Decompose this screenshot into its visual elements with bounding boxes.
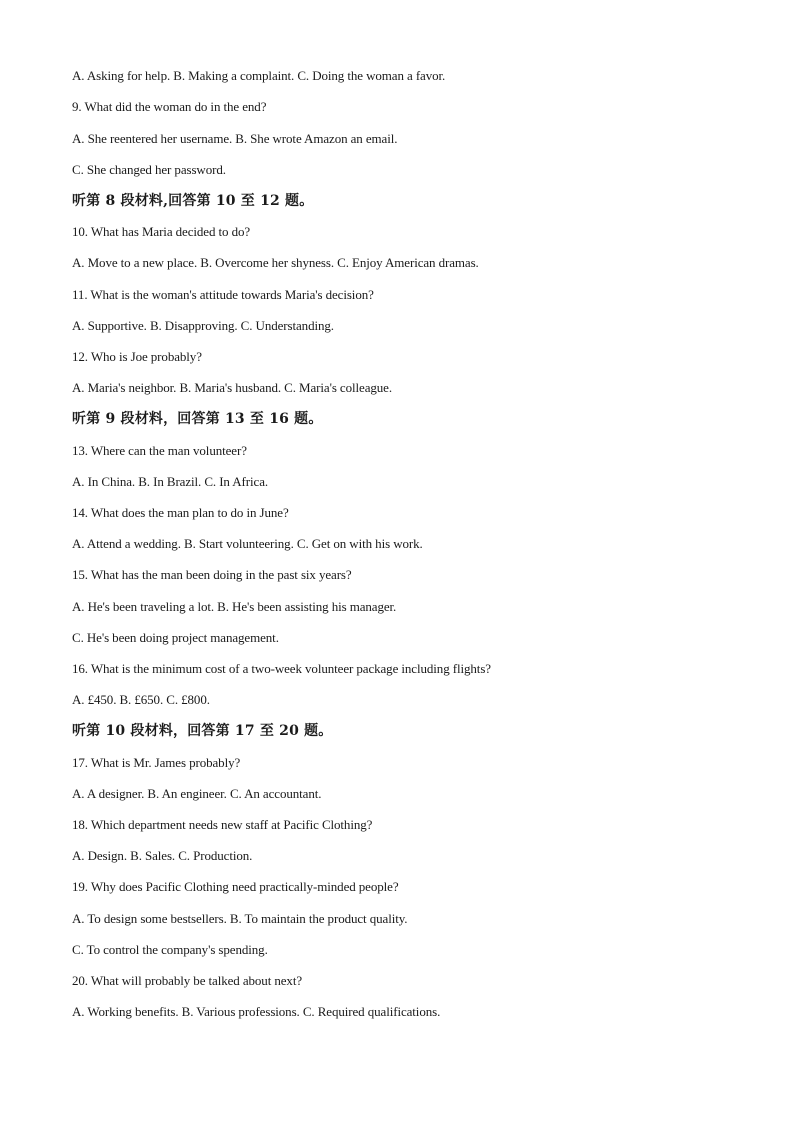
question-17: 17. What is Mr. James probably? [72,755,241,770]
question-15: 15. What has the man been doing in the past six years? [72,567,352,582]
answer-options-14: A. Attend a wedding. B. Start volunteering. C. Get on with his work. [72,536,423,551]
answer-options-15a: A. He's been traveling a lot. B. He's been assisting his manager. [72,599,397,614]
question-20: 20. What will probably be talked about next? [72,973,303,988]
answer-options-20: A. Working benefits. B. Various professions. C. Required qualifications. [72,1004,441,1019]
answer-options-10: A. Move to a new place. B. Overcome her shyness. C. Enjoy American dramas. [72,255,479,270]
section-heading-8: 听第 8 段材料,回答第 10 至 12 题。 [72,193,314,209]
answer-options-17: A. A designer. B. An engineer. C. An accountant. [72,786,322,801]
answer-options-8: A. Asking for help. B. Making a complaint. C. Doing the woman a favor. [72,68,446,83]
question-14: 14. What does the man plan to do in June? [72,505,289,520]
answer-options-11: A. Supportive. B. Disapproving. C. Understanding. [72,318,334,333]
question-10: 10. What has Maria decided to do? [72,224,251,239]
section-heading-9: 听第 9 段材料，回答第 13 至 16 题。 [72,411,323,427]
answer-options-12: A. Maria's neighbor. B. Maria's husband. C. Maria's colleague. [72,380,392,395]
answer-options-9a: A. She reentered her username. B. She wrote Amazon an email. [72,131,398,146]
answer-options-18: A. Design. B. Sales. C. Production. [72,848,253,863]
section-heading-10: 听第 10 段材料，回答第 17 至 20 题。 [72,723,333,739]
answer-options-15b: C. He's been doing project management. [72,630,279,645]
question-19: 19. Why does Pacific Clothing need practically-minded people? [72,879,399,894]
question-18: 18. Which department needs new staff at Pacific Clothing? [72,817,373,832]
answer-options-16: A. £450. B. £650. C. £800. [72,692,210,707]
answer-options-9b: C. She changed her password. [72,162,226,177]
answer-options-19a: A. To design some bestsellers. B. To maintain the product quality. [72,911,408,926]
answer-options-19b: C. To control the company's spending. [72,942,268,957]
question-13: 13. Where can the man volunteer? [72,443,247,458]
question-11: 11. What is the woman's attitude towards Maria's decision? [72,287,374,302]
question-12: 12. Who is Joe probably? [72,349,202,364]
question-16: 16. What is the minimum cost of a two-week volunteer package including flights? [72,661,491,676]
question-9: 9. What did the woman do in the end? [72,99,267,114]
answer-options-13: A. In China. B. In Brazil. C. In Africa. [72,474,269,489]
